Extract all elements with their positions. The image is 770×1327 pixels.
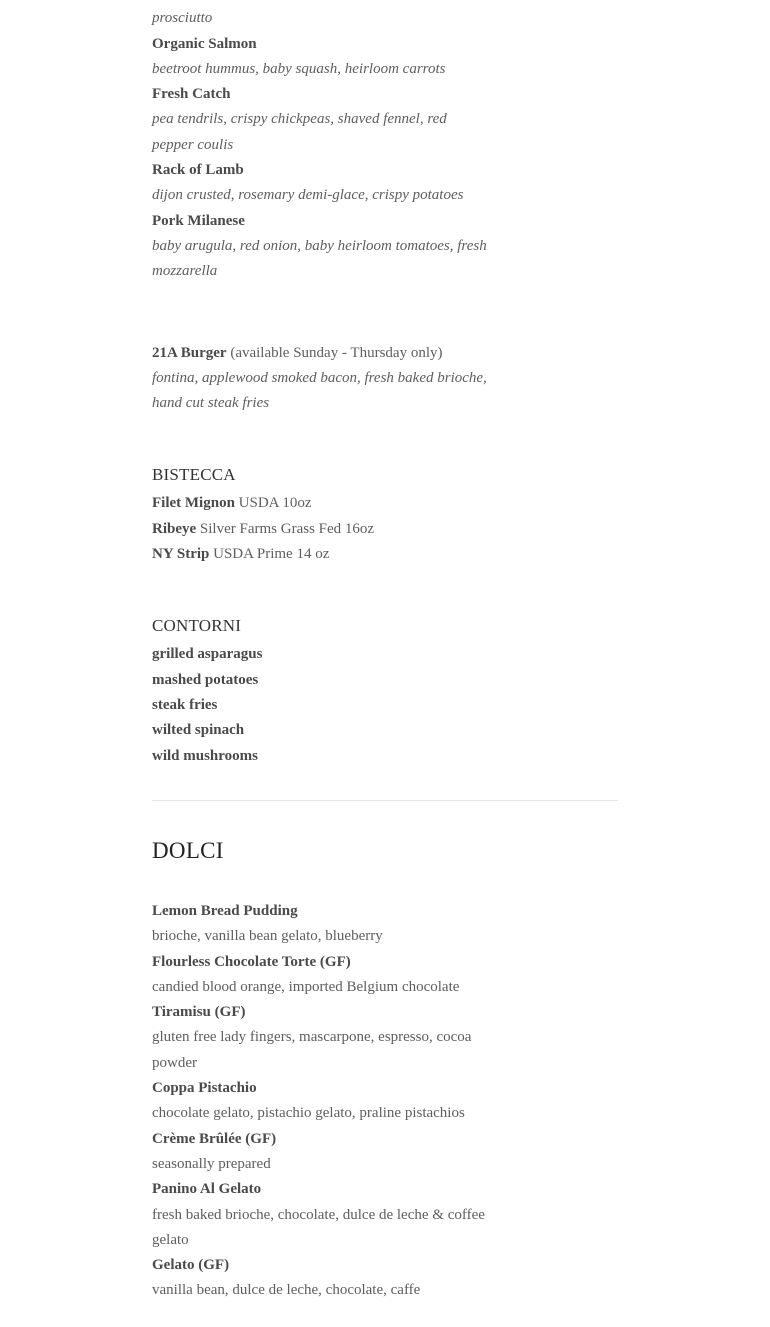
partial-description: prosciutto: [152, 10, 213, 27]
bistecca-section: [152, 462, 492, 567]
dessert-description: candied blood orange, imported Belgium chocolate: [152, 978, 460, 995]
steak-detail: USDA Prime 14 oz: [209, 546, 330, 563]
burger-note: (available Sunday - Thursday only): [226, 344, 443, 361]
burger-description: fontina, applewood smoked bacon, fresh baked brioche, hand cut steak fries: [152, 369, 487, 412]
spacer: [152, 285, 492, 341]
dessert-item: [152, 1076, 492, 1127]
spacer: [152, 567, 492, 613]
dessert-description: brioche, vanilla bean gelato, blueberry: [152, 928, 383, 945]
entree-name: Rack of Lamb: [152, 162, 244, 179]
dessert-name: Tiramisu (GF): [152, 1004, 246, 1021]
entree-name: Organic Salmon: [152, 35, 257, 52]
dessert-description: seasonally prepared: [152, 1155, 271, 1172]
side-item: wilted spinach: [152, 722, 245, 739]
dessert-item: [152, 899, 492, 950]
steak-name: NY Strip: [152, 546, 210, 563]
dessert-description: fresh baked brioche, chocolate, dulce de leche & coffee gelato: [152, 1206, 485, 1248]
entree-description: pea tendrils, crispy chickpeas, shaved fennel, red pepper coulis: [152, 111, 447, 153]
steak-item: [152, 517, 492, 542]
dessert-name: Flourless Chocolate Torte (GF): [152, 953, 351, 970]
steak-detail: Silver Farms Grass Fed 16oz: [196, 520, 375, 537]
entree-name: Pork Milanese: [152, 212, 245, 229]
entree-item: [152, 158, 492, 209]
steak-name: Filet Mignon: [152, 495, 235, 512]
dessert-item: [152, 1177, 492, 1253]
spacer: [152, 416, 492, 462]
steak-item: [152, 491, 492, 516]
contorni-section: [152, 613, 492, 768]
side-item: wild mushrooms: [152, 747, 258, 764]
dessert-item: [152, 1000, 492, 1076]
dessert-description: gluten free lady fingers, mascarpone, espresso, cocoa powder: [152, 1029, 472, 1071]
entree-item: [152, 82, 492, 158]
dessert-item: [152, 950, 492, 1001]
section-heading-contorni: CONTORNI: [152, 616, 242, 636]
section-divider: [152, 800, 618, 801]
entree-description: beetroot hummus, baby squash, heirloom carrots: [152, 60, 446, 77]
dessert-description: chocolate gelato, pistachio gelato, praline pistachios: [152, 1105, 465, 1122]
dessert-name: Crème Brûlée (GF): [152, 1130, 277, 1147]
main-menu-column: [152, 0, 492, 769]
dessert-description: vanilla bean, dulce de leche, chocolate, caffe: [152, 1282, 421, 1299]
entree-item: [152, 209, 492, 285]
steak-detail: USDA 10oz: [234, 495, 312, 512]
burger-name: 21A Burger: [152, 344, 227, 361]
burger-item: [152, 341, 492, 417]
dessert-name: Gelato (GF): [152, 1257, 230, 1274]
entree-description: baby arugula, red onion, baby heirloom tomatoes, fresh mozzarella: [152, 237, 487, 280]
dolci-section: [152, 899, 492, 1304]
section-heading-dolci: DOLCI: [152, 838, 224, 863]
side-item: grilled asparagus: [152, 646, 263, 663]
dessert-name: Lemon Bread Pudding: [152, 903, 298, 919]
side-item: mashed potatoes: [152, 671, 259, 688]
steak-item: [152, 542, 492, 567]
entree-name: Fresh Catch: [152, 86, 231, 103]
dessert-name: Coppa Pistachio: [152, 1080, 257, 1097]
entree-item: [152, 32, 492, 83]
dessert-item: [152, 1253, 492, 1304]
entree-description: dijon crusted, rosemary demi-glace, crispy potatoes: [152, 187, 464, 204]
dessert-item: [152, 1127, 492, 1178]
dessert-name: Panino Al Gelato: [152, 1181, 262, 1198]
section-heading-bistecca: BISTECCA: [152, 465, 236, 485]
steak-name: Ribeye: [152, 520, 197, 537]
side-item: steak fries: [152, 696, 218, 713]
